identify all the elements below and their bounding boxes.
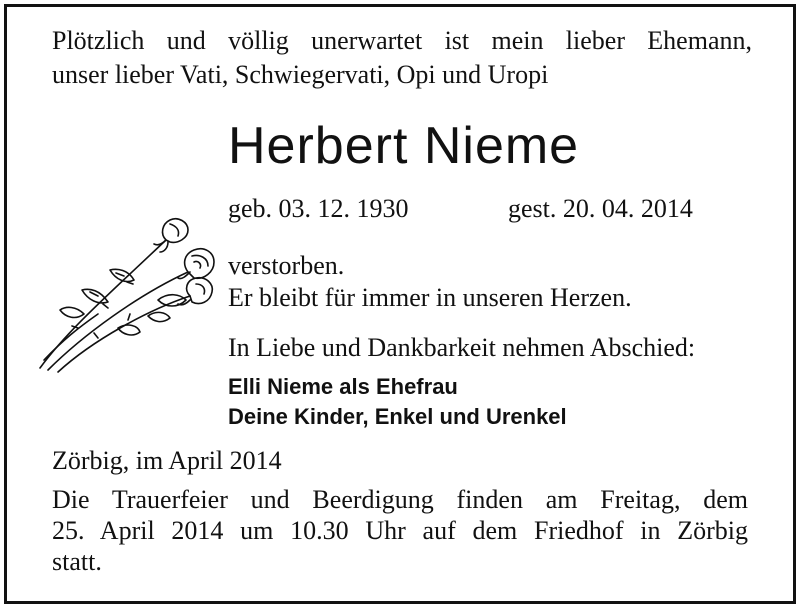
funeral-line-3: statt.	[52, 547, 102, 576]
message-line-2: Er bleibt für immer in unseren Herzen.	[228, 283, 632, 312]
death-date: gest. 20. 04. 2014	[508, 194, 693, 223]
farewell-text: In Liebe und Dankbarkeit nehmen Abschied:	[228, 333, 696, 362]
intro-line-2: unser lieber Vati, Schwiegervati, Opi und Uropi	[52, 60, 549, 89]
message-block	[228, 250, 632, 314]
message-line-1: verstorben.	[228, 251, 345, 280]
funeral-info	[52, 484, 748, 577]
mourner-spouse: Elli Nieme als Ehefrau	[228, 374, 458, 399]
birth-date: geb. 03. 12. 1930	[228, 194, 409, 223]
funeral-line-1: Die Trauerfeier und Beerdigung finden am Freitag, dem	[52, 485, 748, 514]
mourner-family: Deine Kinder, Enkel und Urenkel	[228, 404, 567, 429]
place-date: Zörbig, im April 2014	[52, 446, 282, 475]
intro-line-1: Plötzlich und völlig unerwartet ist mein lieber Ehemann,	[52, 26, 752, 55]
deceased-name: Herbert Nieme	[228, 117, 580, 175]
roses-drawing-icon	[38, 210, 228, 380]
funeral-line-2: 25. April 2014 um 10.30 Uhr auf dem Friedhof in Zörbig	[52, 516, 748, 545]
intro-text	[52, 24, 752, 92]
